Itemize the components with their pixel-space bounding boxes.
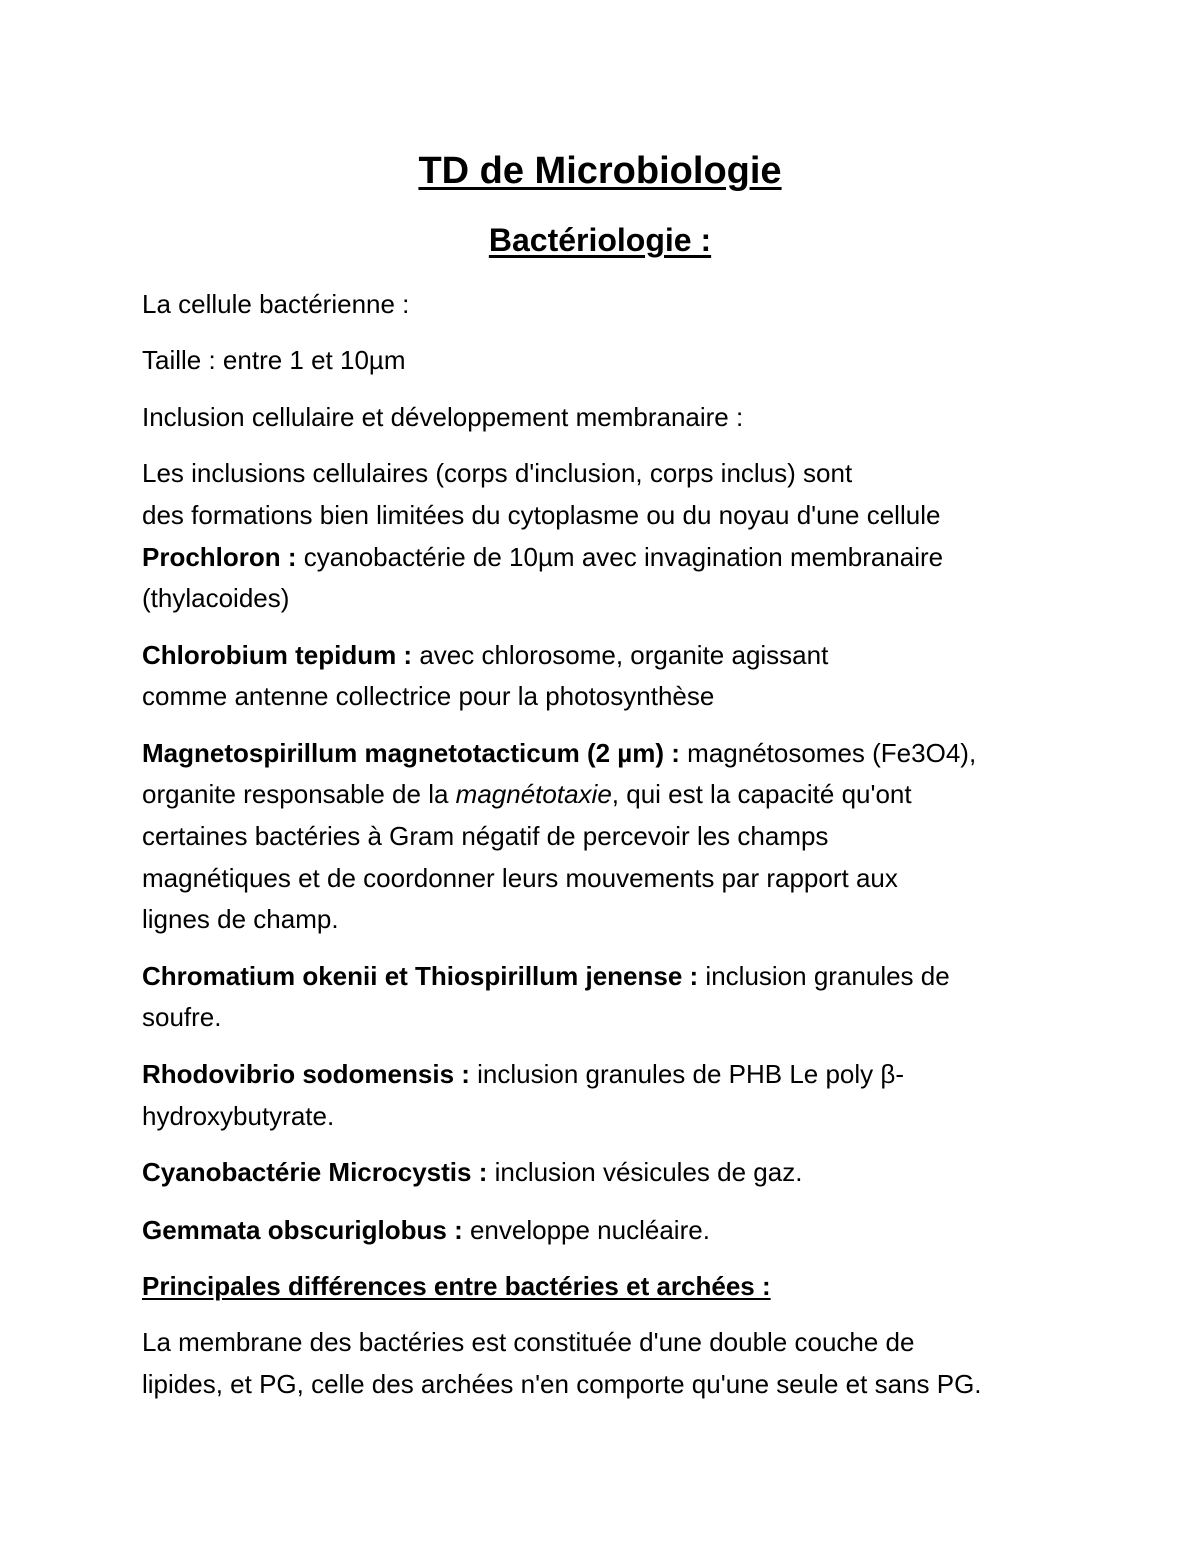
term-gemmata: Gemmata obscuriglobus : <box>142 1215 463 1245</box>
text-segment: organite responsable de la <box>142 779 456 809</box>
text-line-soufre: soufre. <box>142 1002 222 1032</box>
text-line-hydroxybutyrate: hydroxybutyrate. <box>142 1101 335 1131</box>
page-title: TD de Microbiologie <box>418 150 782 192</box>
term-magnetotaxie: magnétotaxie <box>455 779 612 809</box>
text-line-magnetotaxie <box>142 777 912 811</box>
text-line-gemmata <box>142 1213 710 1247</box>
text-line-gram: certaines bactéries à Gram négatif de percevoir les champs <box>142 821 829 851</box>
text-segment: , qui est la capacité qu'ont <box>611 779 912 809</box>
text-line-cellule: La cellule bactérienne : <box>142 289 410 319</box>
desc-microcystis: inclusion vésicules de gaz. <box>487 1157 803 1187</box>
section-title-bacteriologie: Bactériologie : <box>488 222 712 258</box>
text-line-membrane-1: La membrane des bactéries est constituée d'une double couche de <box>142 1327 915 1357</box>
term-microcystis: Cyanobactérie Microcystis : <box>142 1157 488 1187</box>
term-magnetospirillum: Magnetospirillum magnetotacticum (2 µm) : <box>142 738 680 768</box>
desc-chromatium: inclusion granules de <box>698 961 950 991</box>
text-line-taille: Taille : entre 1 et 10µm <box>142 345 406 375</box>
term-chlorobium: Chlorobium tepidum : <box>142 640 413 670</box>
desc-magnetospirillum: magnétosomes (Fe3O4), <box>679 738 977 768</box>
term-prochloron: Prochloron : <box>142 542 297 572</box>
desc-rhodovibrio: inclusion granules de PHB Le poly β- <box>469 1059 904 1089</box>
desc-prochloron: cyanobactérie de 10µm avec invagination membranaire <box>296 542 944 572</box>
term-rhodovibrio: Rhodovibrio sodomensis : <box>142 1059 470 1089</box>
text-line-thylacoides: (thylacoides) <box>142 583 290 613</box>
desc-gemmata: enveloppe nucléaire. <box>462 1215 710 1245</box>
text-line-magnetiques: magnétiques et de coordonner leurs mouvements par rapport aux <box>142 863 898 893</box>
text-line-cyanobacterie <box>142 1155 802 1189</box>
text-line-prochloron <box>142 540 943 574</box>
term-chromatium: Chromatium okenii et Thiospirillum jenense : <box>142 961 699 991</box>
text-line-inclusion-heading: Inclusion cellulaire et développement membranaire : <box>142 402 744 432</box>
text-line-antenne: comme antenne collectrice pour la photosynthèse <box>142 681 715 711</box>
text-line-rhodovibrio <box>142 1057 904 1091</box>
desc-chlorobium: avec chlorosome, organite agissant <box>412 640 829 670</box>
text-line-inclusions-2: des formations bien limitées du cytoplasme ou du noyau d'une cellule <box>142 500 941 530</box>
text-line-chlorobium <box>142 638 828 672</box>
section-heading-differences: Principales différences entre bactéries et archées : <box>142 1271 771 1301</box>
text-line-lignes: lignes de champ. <box>142 904 339 934</box>
text-line-membrane-2: lipides, et PG, celle des archées n'en comporte qu'une seule et sans PG. <box>142 1369 982 1399</box>
text-line-magnetospirillum <box>142 736 976 770</box>
text-line-chromatium <box>142 959 950 993</box>
text-line-inclusions-1: Les inclusions cellulaires (corps d'inclusion, corps inclus) sont <box>142 458 853 488</box>
